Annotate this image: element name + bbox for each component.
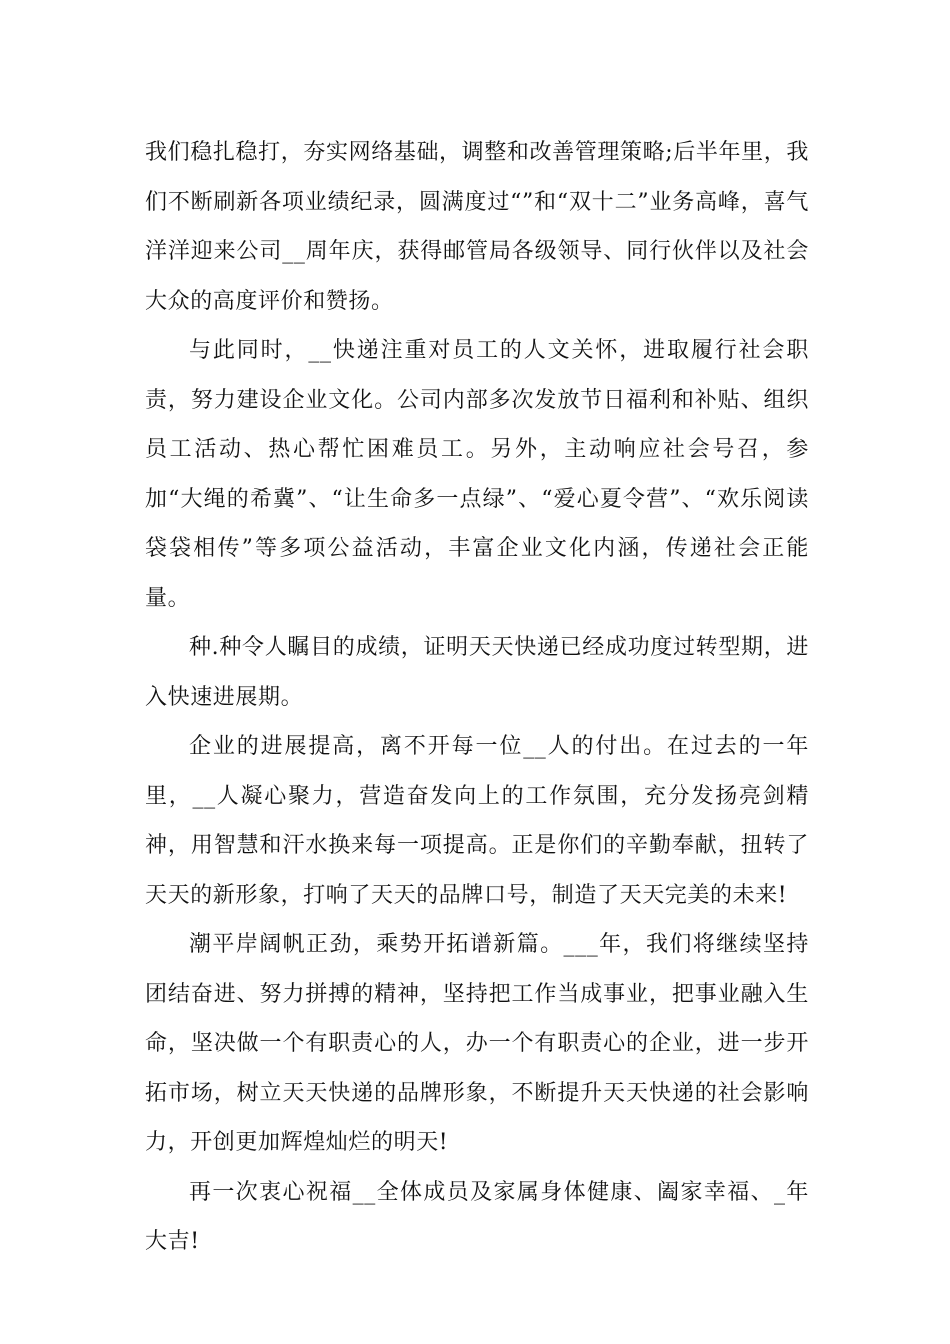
paragraph-4: 企业的进展提高，离不开每一位__人的付出。在过去的一年里，__人凝心聚力，营造奋发向上的工作氛围，充分发扬亮剑精神，用智慧和汗水换来每一项提高。正是你们的辛勤奉献，扭转了天天的新形象，打响了天天的品牌口号，制造了天天完美的未来! [145,734,809,908]
document-body [145,128,809,1267]
paragraph-6: 再一次衷心祝福__全体成员及家属身体健康、阖家幸福、_年大吉! [145,1179,809,1254]
paragraph-5: 潮平岸阔帆正劲，乘势开拓谱新篇。___年，我们将继续坚持团结奋进、努力拼搏的精神，坚持把工作当成事业，把事业融入生命，坚决做一个有职责心的人，办一个有职责心的企业，进一步开拓市场，树立天天快递的品牌形象，不断提升天天快递的社会影响力，开创更加辉煌灿烂的明天! [145,932,809,1155]
paragraph-2: 与此同时，__快递注重对员工的人文关怀，进取履行社会职责，努力建设企业文化。公司内部多次发放节日福利和补贴、组织员工活动、热心帮忙困难员工。另外，主动响应社会号召，参加“大绳的希冀”、“让生命多一点绿”、“爱心夏令营”、“欢乐阅读袋袋相传”等多项公益活动，丰富企业文化内涵，传递社会正能量。 [145,338,809,611]
paragraph-3: 种.种令人瞩目的成绩，证明天天快递已经成功度过转型期，进入快速进展期。 [145,635,809,710]
paragraph-1: 我们稳扎稳打，夯实网络基础，调整和改善管理策略;后半年里，我们不断刷新各项业绩纪录，圆满度过“”和“双十二”业务高峰，喜气洋洋迎来公司__周年庆，获得邮管局各级领导、同行伙伴以及社会大众的高度评价和赞扬。 [145,140,809,314]
